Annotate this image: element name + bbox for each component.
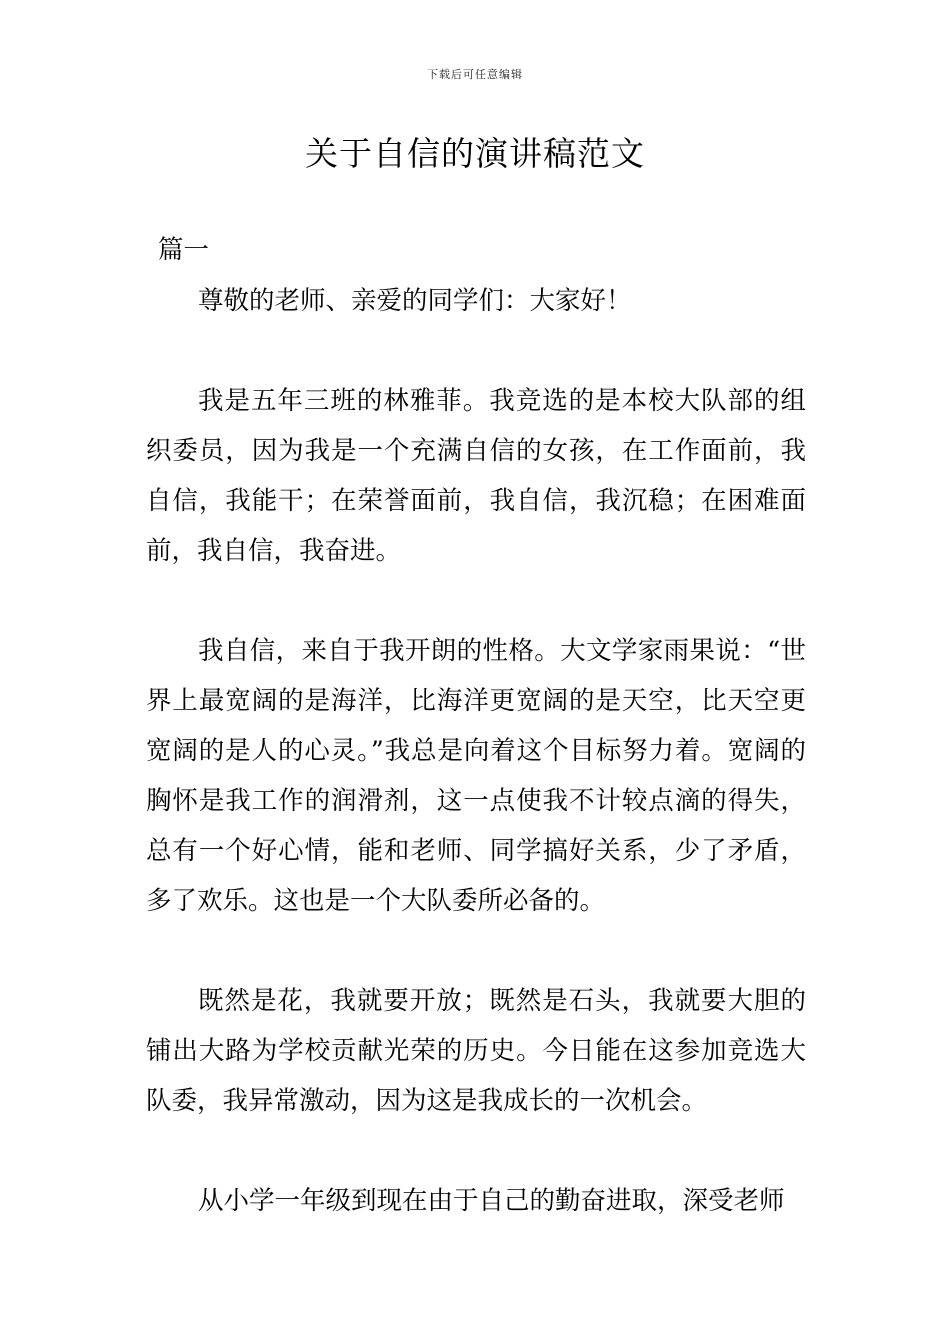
section-label: 篇一 — [158, 235, 210, 265]
body-paragraph-2: 我自信，来自于我开朗的性格。大文学家雨果说：“世界上最宽阔的是海洋，比海洋更宽阔的是天空，比天空更宽阔的是人的心灵。”我总是向着这个目标努力着。宽阔的胸怀是我工作的润滑剂，这一点使我不计较点滴的得失，总有一个好心情，能和老师、同学搞好关系，少了矛盾，多了欢乐。这也是一个大队委所必备的。 — [146, 636, 806, 916]
document-body — [146, 230, 806, 1226]
greeting-paragraph: 尊敬的老师、亲爱的同学们：大家好！ — [198, 286, 632, 316]
header-note: 下载后可任意编辑 — [427, 68, 523, 81]
body-paragraph-4: 从小学一年级到现在由于自己的勤奋进取，深受老师 — [198, 1186, 785, 1216]
body-paragraph-1: 我是五年三班的林雅菲。我竞选的是本校大队部的组织委员，因为我是一个充满自信的女孩，在工作面前，我自信，我能干；在荣誉面前，我自信，我沉稳；在困难面前，我自信，我奋进。 — [146, 386, 806, 566]
body-paragraph-3: 既然是花，我就要开放；既然是石头，我就要大胆的铺出大路为学校贡献光荣的历史。今日能在这参加竞选大队委，我异常激动，因为这是我成长的一次机会。 — [146, 986, 806, 1116]
document-title: 关于自信的演讲稿范文 — [305, 134, 645, 173]
